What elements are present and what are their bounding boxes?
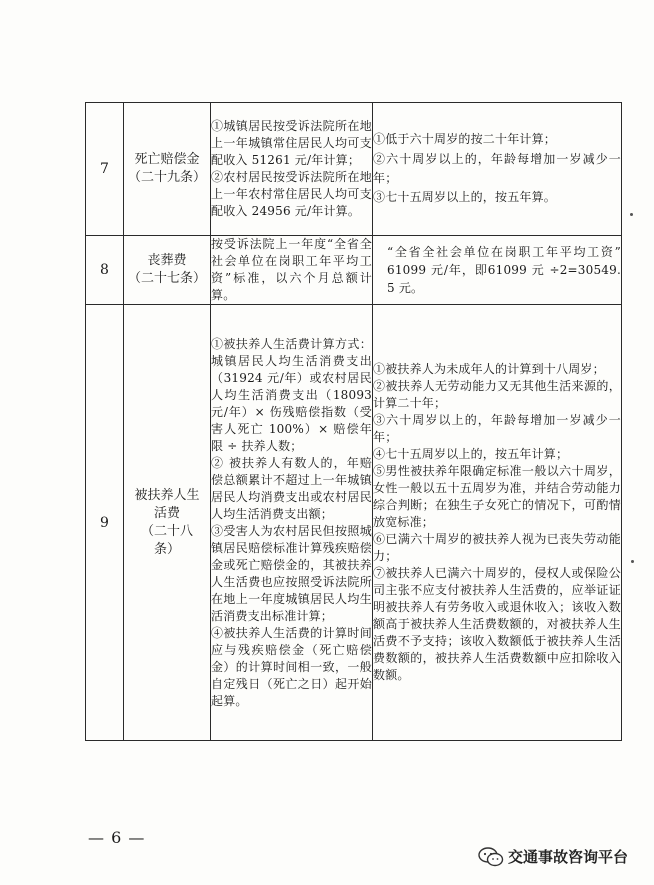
- item-name-cell: [124, 103, 211, 236]
- table-row: [86, 305, 622, 741]
- wechat-icon: [478, 847, 504, 867]
- table-row: [86, 236, 622, 305]
- note-text: ⑤男性被扶养年限确定标准一般以六十周岁，女性一般以五十五周岁为准，并结合劳动能力综合判断；在独生子女死亡的情况下，可酌情放宽标准；: [373, 464, 621, 529]
- standard-text: ②农村居民按受诉法院所在地上一年农村常住居民人均可支配收入 24956 元/年计算。: [211, 170, 372, 218]
- note-text: “全省全社会单位在岗职工年平均工资” 61099 元/年，即61099 元 ÷2=30549. 5 元。: [387, 245, 621, 295]
- notes-cell: [373, 305, 622, 741]
- margin-dot: [630, 213, 633, 216]
- standard-cell: [211, 103, 373, 236]
- table-row: [86, 103, 622, 236]
- standard-cell: [211, 305, 373, 741]
- standard-text: ③受害人为农村居民但按照城镇居民赔偿标准计算残疾赔偿金或死亡赔偿金的，其被扶养人生活费也应按照受诉法院所在地上一年度城镇居民人均生活消费支出标准计算；: [211, 523, 372, 623]
- notes-cell: [373, 103, 622, 236]
- standard-cell: [211, 236, 373, 305]
- item-name: 死亡赔偿金: [134, 152, 200, 167]
- item-article: （二十八条）: [140, 523, 193, 557]
- compensation-table: [85, 102, 622, 741]
- item-name: 被扶养人生活费: [134, 487, 200, 521]
- page-number: — 6 —: [88, 828, 146, 847]
- watermark-text: 交通事故咨询平台: [508, 848, 629, 866]
- item-article: （二十九条）: [127, 170, 206, 185]
- item-article: （二十七条）: [127, 271, 206, 286]
- standard-text: ② 被扶养人有数人的，年赔偿总额累计不超过上一年城镇居民人均消费支出或农村居民人均生活消费支出额；: [211, 455, 372, 521]
- note-text: ②六十周岁以上的，年龄每增加一岁减少一年；: [373, 151, 621, 185]
- note-text: ①低于六十周岁的按二十年计算；: [373, 132, 557, 147]
- note-text: ③六十周岁以上的，年龄每增加一岁减少一年；: [373, 413, 621, 444]
- item-name-cell: [124, 305, 211, 741]
- standard-text: 按受诉法院上一年度“全省全社会单位在岗职工年平均工资”标准，以六个月总额计算。: [211, 237, 372, 302]
- standard-text: ④被扶养人生活费的计算时间应与残疾赔偿金（死亡赔偿金）的计算时间相一致，一般自定残日（死亡之日）起开始起算。: [211, 625, 372, 708]
- margin-dot: [631, 560, 634, 563]
- note-text: ⑦被扶养人已满六十周岁的，侵权人或保险公司主张不应支付被扶养人生活费的，应举证证明被扶养人有劳务收入或退休收入；该收入数额高于被扶养人生活费数额的，对被扶养人生活费不予支持；该收入数额低于被扶养人生活费数额的，被扶养人生活费数额中应扣除收入数额。: [373, 566, 621, 682]
- note-text: ⑥已满六十周岁的被扶养人视为已丧失劳动能力；: [373, 532, 621, 563]
- row-number: 9: [86, 305, 124, 741]
- row-number: 8: [86, 236, 124, 305]
- watermark: [478, 846, 628, 867]
- item-name-cell: [124, 236, 211, 305]
- note-text: ①被扶养人为未成年人的计算到十八周岁；: [373, 362, 605, 376]
- standard-text: ①城镇居民按受诉法院所在地上一年城镇常住居民人均可支配收入 51261 元/年计算；: [211, 119, 372, 167]
- note-text: ④七十五周岁以上的，按五年计算；: [373, 447, 569, 461]
- notes-cell: [373, 236, 622, 305]
- row-number: 7: [86, 103, 124, 236]
- note-text: ③七十五周岁以上的，按五年算。: [373, 190, 557, 205]
- note-text: ②被扶养人无劳动能力又无其他生活来源的，计算二十年；: [373, 379, 621, 410]
- item-name: 丧葬费: [147, 253, 187, 268]
- standard-text: ①被扶养人生活费计算方式：城镇居民人均生活消费支出（31924 元/年）或农村居民人均生活消费支出（18093 元/年）× 伤残赔偿指数（受害人死亡 100%）× 赔偿年限 ÷ 扶养人数；: [211, 336, 372, 453]
